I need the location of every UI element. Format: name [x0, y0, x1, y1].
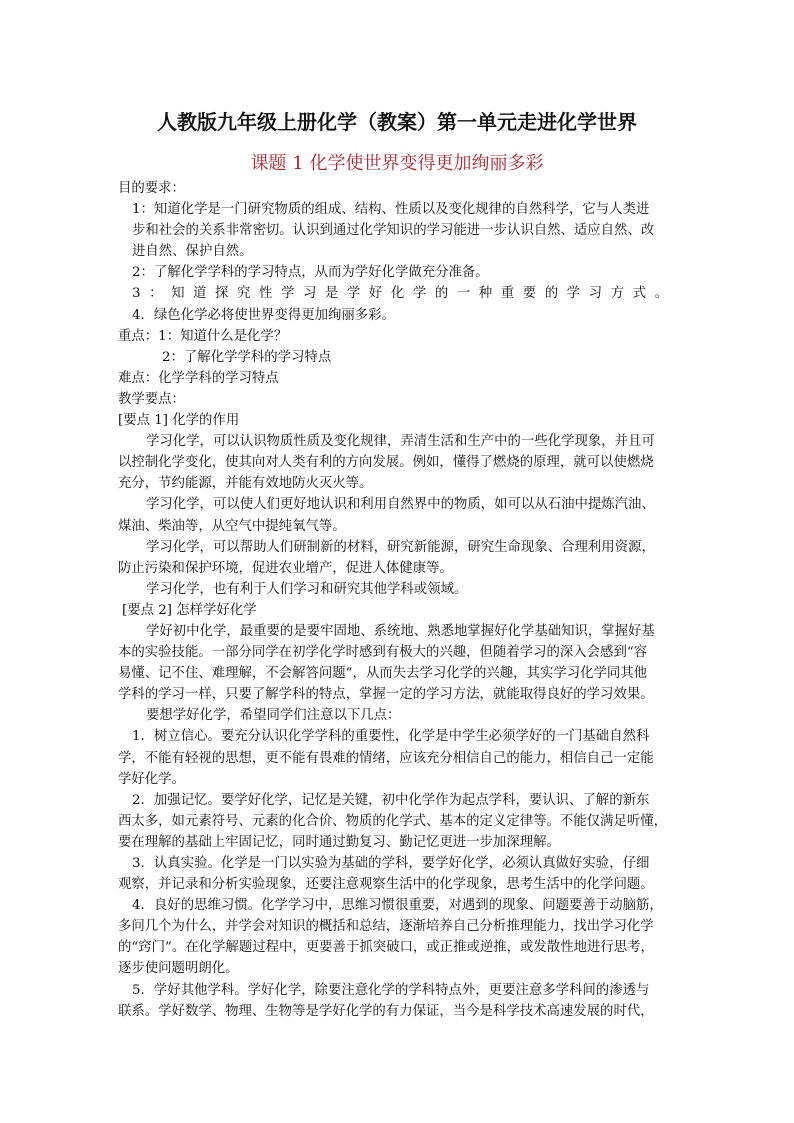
- text-line: 逐步使问题明朗化。: [118, 961, 239, 977]
- text-line: 4．良好的思维习惯。化学学习中，思维习惯很重要，对遇到的现象、问题要善于动脑筋，: [132, 898, 663, 914]
- text-line: 学好化学。: [118, 771, 185, 787]
- text-line: 步和社会的关系非常密切。认识到通过化学知识的学习能进一步认识自然、适应自然、改: [132, 223, 655, 239]
- text-line: 3．认真实验。化学是一门以实验为基础的学科，要学好化学，必须认真做好实验，仔细: [132, 856, 650, 871]
- text-line: 以控制化学变化，使其向对人类有利的方向发展。例如，懂得了燃烧的原理，就可以使燃烧: [118, 455, 654, 471]
- document-title: 人教版九年级上册化学（教案）第一单元走进化学世界: [157, 110, 637, 134]
- text-line: 本的实验技能。一部分同学在初学化学时感到有极大的兴趣，但随着学习的深入会感到“容: [118, 645, 648, 661]
- text-line: 要想学好化学，希望同学们注意以下几点：: [146, 708, 401, 724]
- key-points-line: 2：了解化学学科的学习特点: [162, 349, 332, 365]
- text-line: 3：知道探究性学习是学好化学的一种重要的学习方式。: [132, 286, 668, 302]
- text-line: 煤油、柴油等，从空气中提纯氧气等。: [118, 518, 346, 534]
- text-line: 西太多，如元素符号、元素的化合价、物质的化学式、基本的定义定律等。不能仅满足听懂，: [118, 813, 668, 829]
- difficulty-line: 难点：化学学科的学习特点: [118, 370, 279, 386]
- text-line: 的“窍门”。在化学解题过程中，更要善于抓突破口，或正推或逆推，或发散性地进行思考，: [118, 940, 654, 956]
- section-heading-objectives: 目的要求：: [118, 181, 185, 196]
- text-line: 学习化学，也有利于人们学习和研究其他学科或领域。: [146, 581, 468, 597]
- point-heading-1: [要点 1] 化学的作用: [118, 413, 240, 429]
- text-line: 联系。学好数学、物理、生物等是学好化学的有力保证，当今是科学技术高速发展的时代，: [118, 1003, 654, 1019]
- text-line: 1：知道化学是一门研究物质的组成、结构、性质以及变化规律的自然科学，它与人类进: [132, 202, 650, 218]
- text-line: 易懂、记不住、难理解，不会解答问题”，从而失去学习化学的兴趣，其实学习化学同其他: [118, 666, 648, 682]
- text-line: 防止污染和保护环境，促进农业增产，促进人体健康等。: [118, 560, 453, 576]
- lesson-subtitle: 课题 1 化学使世界变得更加绚丽多彩: [250, 153, 544, 174]
- text-line: 2．加强记忆。要学好化学，记忆是关键，初中化学作为起点学科，要认识、了解的新东: [132, 792, 650, 808]
- section-heading-teaching-points: 教学要点：: [118, 391, 185, 407]
- text-line: 学好初中化学，最重要的是要牢固地、系统地、熟悉地掌握好化学基础知识，掌握好基: [146, 623, 655, 639]
- text-line: 学习化学，可以认识物质性质及变化规律，弄清生活和生产中的一些化学现象，并且可: [146, 434, 655, 450]
- text-line: 1．树立信心。要充分认识化学学科的重要性，化学是中学生必须学好的一门基础自然科: [132, 729, 650, 745]
- text-line: 学，不能有轻视的思想，更不能有畏难的情绪，应该充分相信自己的能力，相信自己一定能: [118, 750, 654, 766]
- text-line: 学科的学习一样，只要了解学科的特点，掌握一定的学习方法，就能取得良好的学习效果。: [118, 687, 654, 703]
- text-line: 观察，并记录和分析实验现象，还要注意观察生活中的化学现象，思考生活中的化学问题。: [118, 877, 654, 893]
- text-line: 要在理解的基础上牢固记忆，同时通过勤复习、勤记忆更进一步加深理解。: [118, 834, 560, 850]
- key-points-line: 重点：1：知道什么是化学？: [118, 328, 288, 344]
- text-line: 4．绿色化学必将使世界变得更加绚丽多彩。: [132, 307, 395, 323]
- text-line: 进自然、保护自然。: [132, 244, 253, 260]
- text-line: 学习化学，可以帮助人们研制新的材料，研究新能源，研究生命现象、合理利用资源，: [146, 539, 655, 555]
- document-body: [118, 178, 678, 1022]
- text-line: 充分，节约能源，并能有效地防火灭火等。: [118, 476, 373, 492]
- text-line: 学习化学，可以使人们更好地认识和利用自然界中的物质，如可以从石油中提炼汽油、: [146, 497, 655, 513]
- text-line: 2：了解化学学科的学习特点，从而为学好化学做充分准备。: [132, 265, 489, 281]
- text-line: 5．学好其他学科。学好化学，除要注意化学的学科特点外，更要注意多学科间的渗透与: [132, 982, 650, 998]
- point-heading-2: [要点 2] 怎样学好化学: [122, 602, 257, 618]
- text-line: 多问几个为什么，并学会对知识的概括和总结，逐渐培养自己分析推理能力，找出学习化学: [118, 919, 654, 935]
